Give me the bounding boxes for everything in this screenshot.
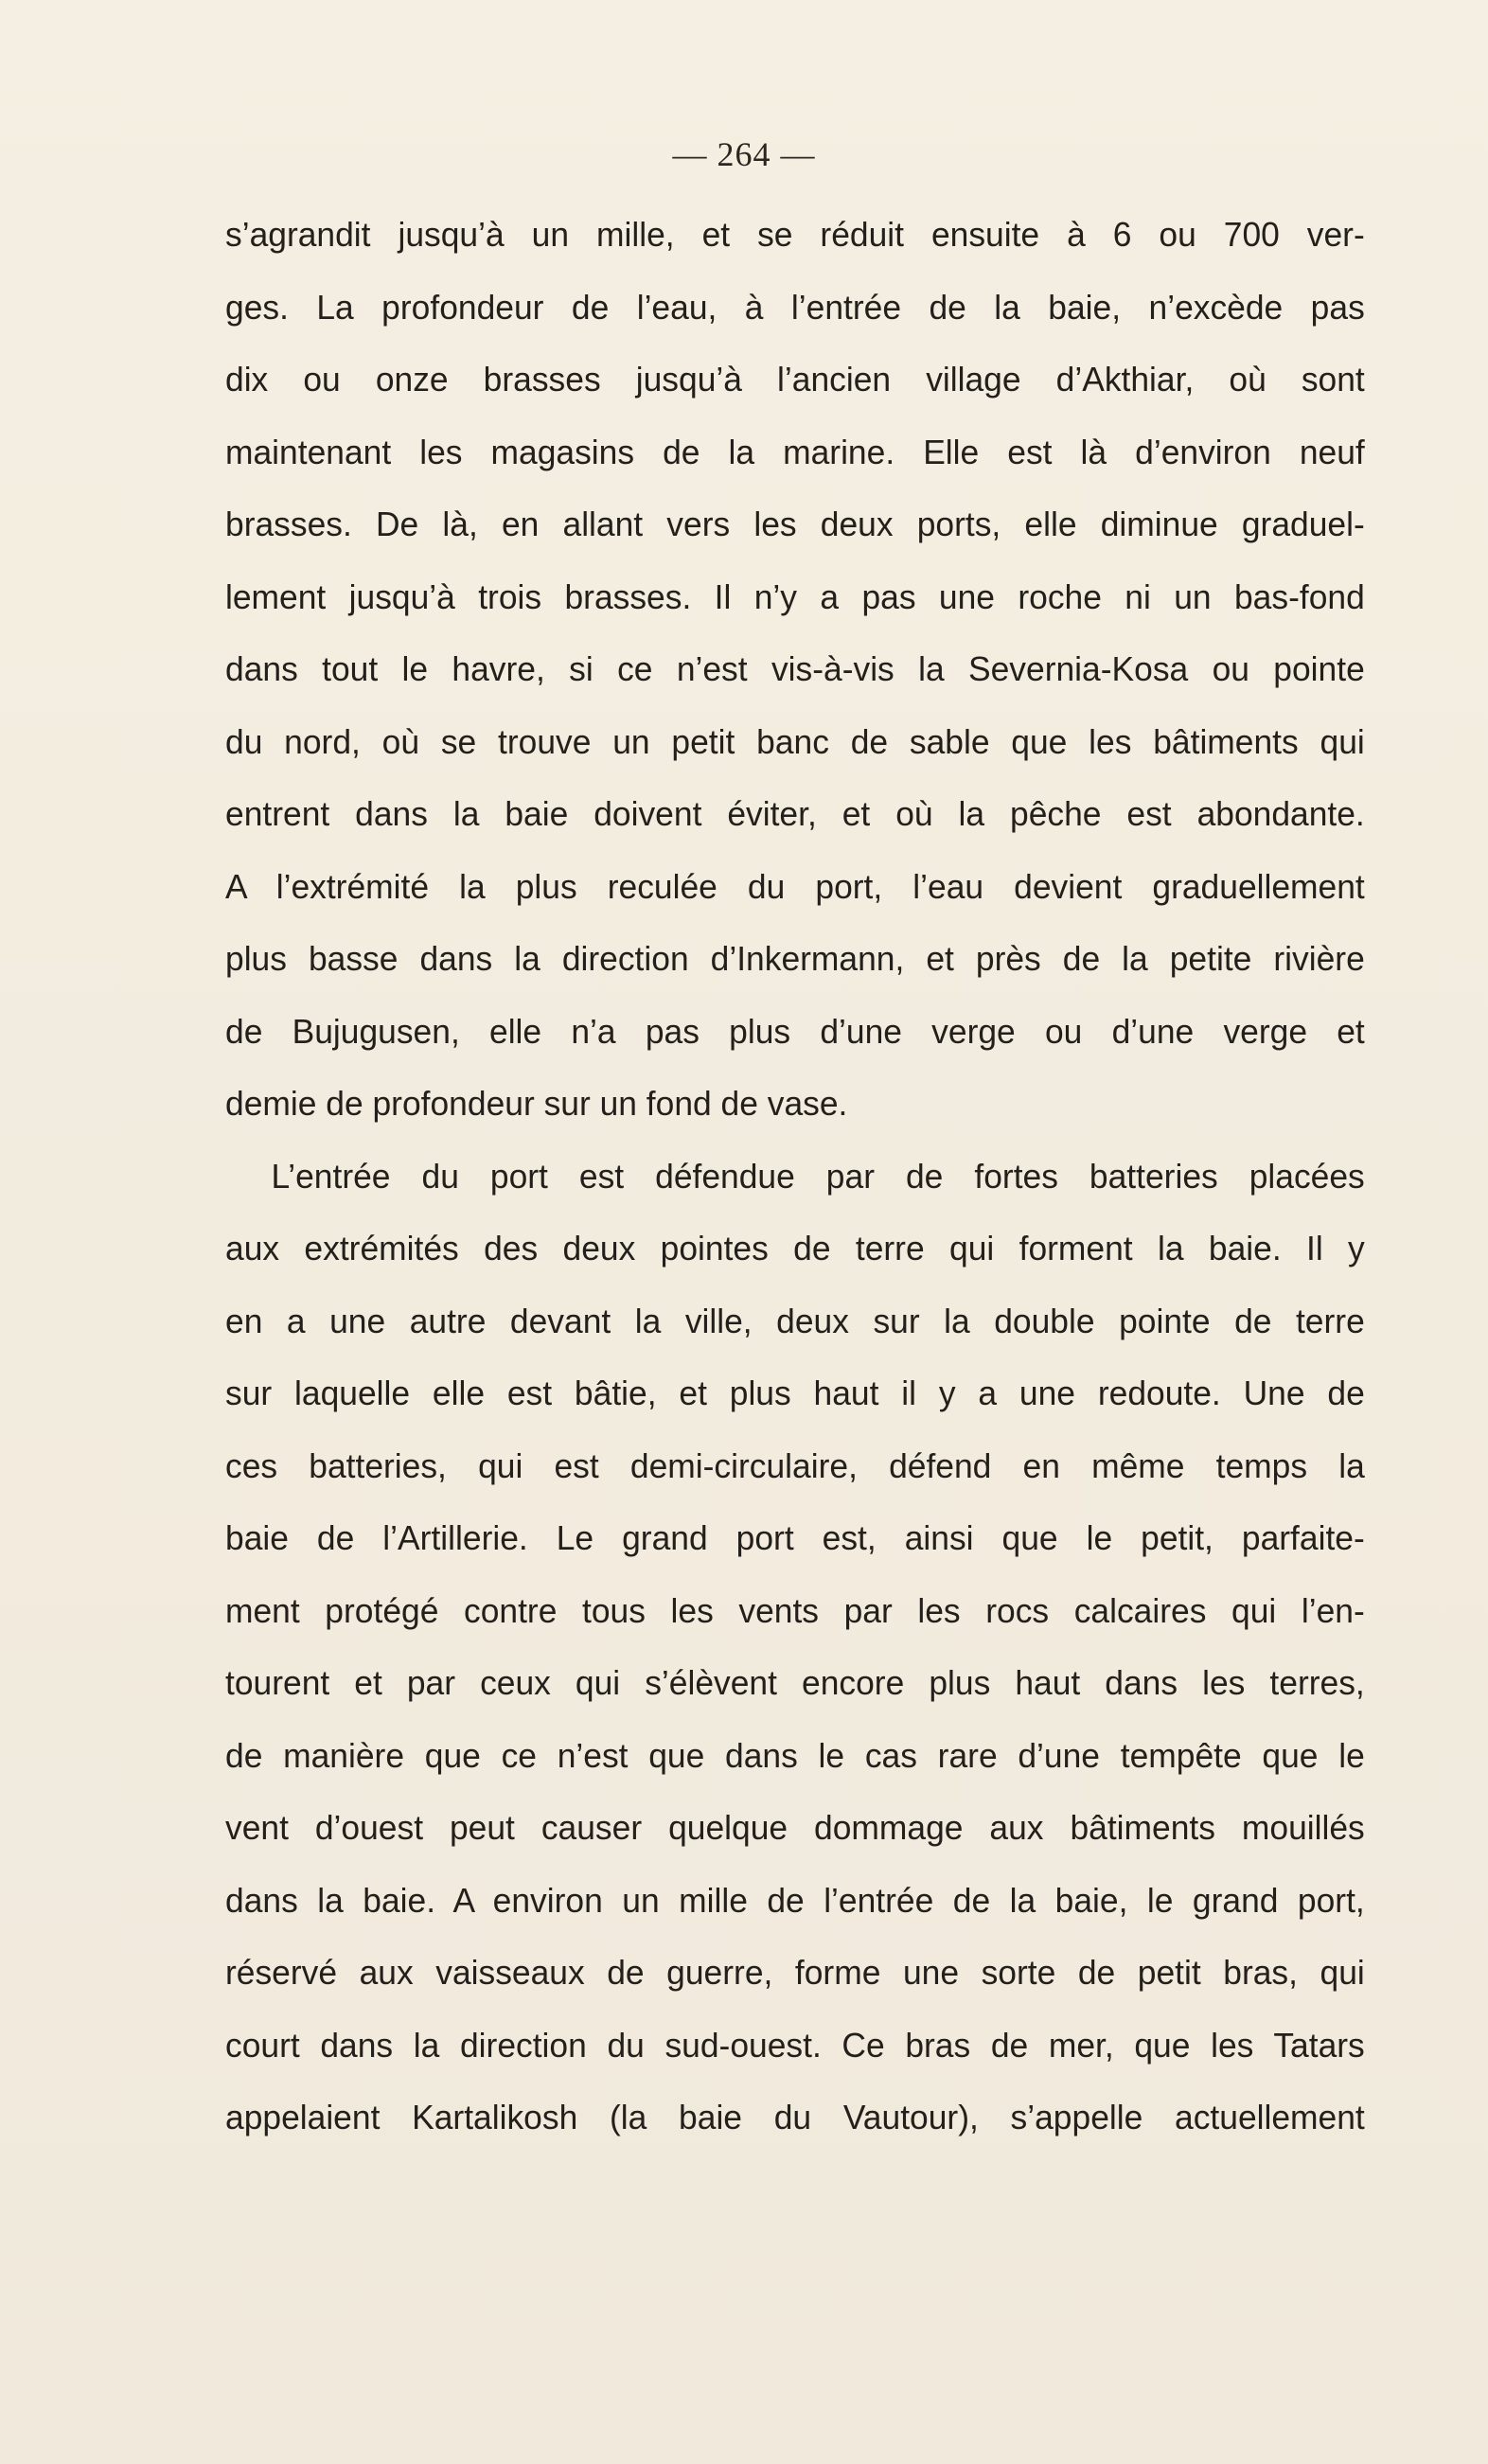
text-line: maintenant les magasins de la marine. Elle est là d’environ neuf <box>225 432 1365 471</box>
text-line: s’agrandit jusqu’à un mille, et se réduit ensuite à 6 ou 700 ver- <box>225 215 1365 254</box>
text-line: ces batteries, qui est demi-circulaire, défend en même temps la <box>225 1445 1365 1485</box>
text-line: réservé aux vaisseaux de guerre, forme une sorte de petit bras, qui <box>225 1953 1365 1992</box>
text-line: ges. La profondeur de l’eau, à l’entrée de la baie, n’excède pas <box>225 287 1365 327</box>
text-line: dans la baie. A environ un mille de l’entrée de la baie, le grand port, <box>225 1880 1365 1920</box>
text-line: entrent dans la baie doivent éviter, et où la pêche est abondante. <box>225 794 1365 833</box>
text-line: de manière que ce n’est que dans le cas rare d’une tempête que le <box>225 1735 1365 1775</box>
text-line: en a une autre devant la ville, deux sur la double pointe de terre <box>225 1301 1365 1340</box>
text-line: demie de profondeur sur un fond de vase. <box>225 1084 848 1123</box>
text-line: baie de l’Artillerie. Le grand port est, ainsi que le petit, parfaite- <box>225 1518 1365 1557</box>
text-line: A l’extrémité la plus reculée du port, l’eau devient graduellement <box>225 866 1365 906</box>
text-line: L’entrée du port est défendue par de fortes batteries placées <box>271 1156 1365 1196</box>
text-line: dans tout le havre, si ce n’est vis-à-vis la Severnia-Kosa ou pointe <box>225 649 1365 688</box>
text-line: de Bujugusen, elle n’a pas plus d’une verge ou d’une verge et <box>225 1011 1365 1051</box>
text-line: aux extrémités des deux pointes de terre qui forment la baie. Il y <box>225 1229 1365 1267</box>
text-line: lement jusqu’à trois brasses. Il n’y a pas une roche ni un bas-fond <box>225 576 1365 616</box>
text-line: vent d’ouest peut causer quelque dommage aux bâtiments mouillés <box>225 1808 1365 1847</box>
text-line: tourent et par ceux qui s’élèvent encore plus haut dans les terres, <box>225 1663 1365 1702</box>
page-number: — 264 — <box>672 135 816 173</box>
text-line: court dans la direction du sud-ouest. Ce bras de mer, que les Tatars <box>225 2025 1365 2065</box>
body-text <box>225 199 1365 2154</box>
text-line: du nord, où se trouve un petit banc de sable que les bâtiments qui <box>225 721 1365 761</box>
text-line: dix ou onze brasses jusqu’à l’ancien village d’Akthiar, où sont <box>225 360 1365 399</box>
text-line: plus basse dans la direction d’Inkermann, et près de la petite rivière <box>225 939 1365 978</box>
text-line: ment protégé contre tous les vents par les rocs calcaires qui l’en- <box>225 1590 1365 1630</box>
text-line: brasses. De là, en allant vers les deux ports, elle diminue graduel- <box>225 505 1365 543</box>
text-line: sur laquelle elle est bâtie, et plus haut il y a une redoute. Une de <box>225 1374 1365 1412</box>
text-line: appelaient Kartalikosh (la baie du Vautour), s’appelle actuellement <box>225 2098 1365 2136</box>
